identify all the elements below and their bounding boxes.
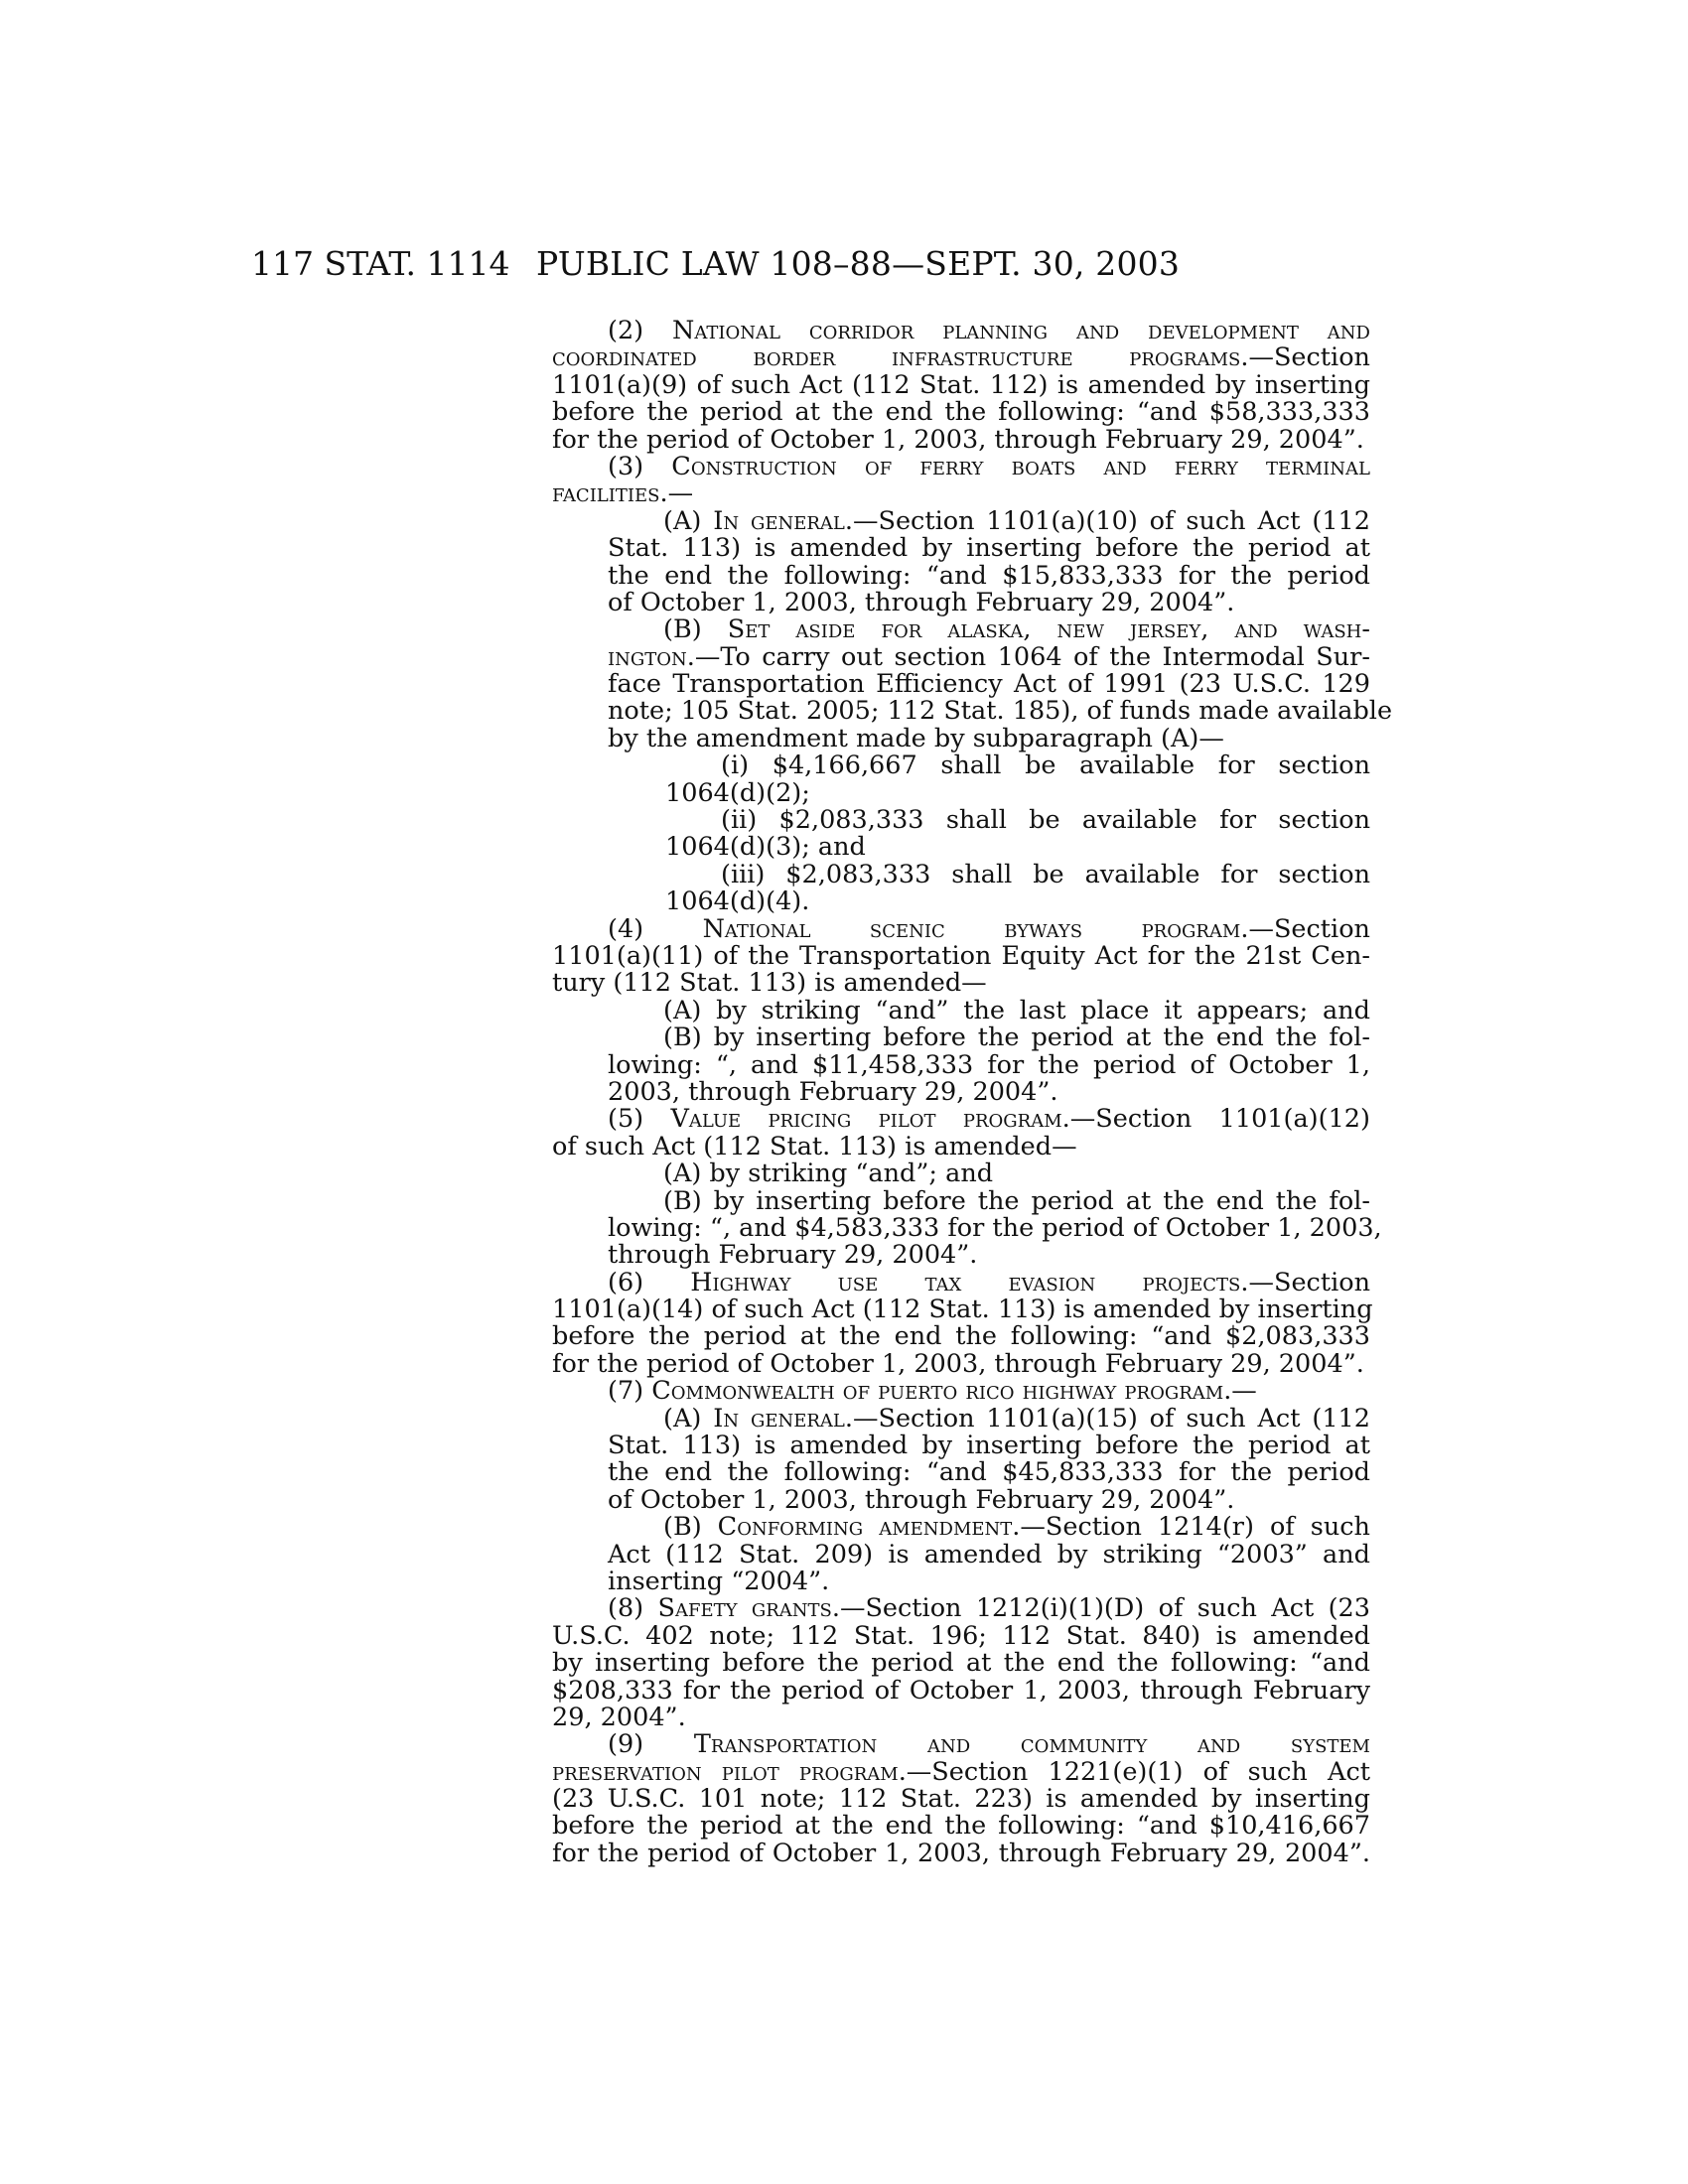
line-text: 2003, through February 29, 2004”. — [608, 1076, 1058, 1107]
line-text: (B) by inserting before the period at the end the fol- — [663, 1185, 1370, 1216]
text-line — [552, 1049, 1370, 1080]
public-law-title: PUBLIC LAW 108–88—SEPT. 30, 2003 — [536, 244, 1181, 283]
line-text: (23 U.S.C. 101 note; 112 Stat. 223) is amended by inserting — [552, 1784, 1370, 1815]
line-text: of October 1, 2003, through February 29, 2004”. — [608, 587, 1235, 617]
line-text: (ii) $2,083,333 shall be available for section — [721, 805, 1370, 836]
text-line — [552, 1731, 1370, 1758]
line-text: 1101(a)(14) of such Act (112 Stat. 113) is amended by inserting — [552, 1295, 1373, 1325]
statute-text-body — [552, 316, 1393, 1868]
line-text-tail: .—Section — [1240, 342, 1370, 373]
line-text: (B) C — [663, 1512, 738, 1543]
line-text: 1064(d)(4). — [665, 887, 810, 917]
line-text: by inserting before the period at the end the following: “and — [552, 1648, 1370, 1679]
text-line — [552, 587, 1370, 617]
line-text: (A) I — [663, 505, 724, 536]
text-line — [552, 1756, 1370, 1787]
line-text: (3) C — [608, 451, 691, 481]
line-text: before the period at the end the following: “and $58,333,333 — [552, 397, 1370, 428]
line-text: (iii) $2,083,333 shall be available for section — [721, 859, 1370, 889]
text-line — [552, 1323, 1370, 1350]
small-caps-heading: onforming amendment — [737, 1512, 1013, 1543]
text-line — [552, 424, 1370, 455]
text-line — [552, 641, 1370, 672]
text-line — [552, 940, 1370, 971]
text-line — [552, 1650, 1370, 1677]
text-line — [552, 1813, 1370, 1840]
line-text: (i) $4,166,667 shall be available for section — [721, 751, 1370, 781]
small-caps-heading: n general — [723, 505, 845, 536]
text-line — [552, 1212, 1382, 1243]
small-caps-heading: et aside for alaska, new jersey, and wash — [745, 614, 1362, 645]
text-line — [552, 696, 1393, 727]
line-text: inserting “2004”. — [608, 1566, 830, 1596]
line-text: 29, 2004”. — [552, 1702, 686, 1732]
text-line — [552, 1484, 1370, 1515]
line-text: (9) T — [608, 1729, 711, 1760]
text-line — [552, 807, 1370, 834]
text-line — [552, 1459, 1370, 1486]
line-text: (2) N — [608, 316, 695, 345]
text-line — [552, 1076, 1370, 1107]
line-text: for the period of October 1, 2003, through February 29, 2004”. — [552, 1348, 1364, 1379]
line-text-tail: .—Section 1212(i)(1)(D) of such Act (23 — [831, 1593, 1370, 1624]
line-text: (B) S — [663, 614, 746, 645]
line-text: face Transportation Efficiency Act of 1991 (23 U.S.C. 129 — [608, 669, 1370, 700]
line-text: 1064(d)(3); and — [665, 832, 866, 863]
line-text: (6) H — [608, 1267, 713, 1297]
text-line — [552, 369, 1370, 400]
line-text: Stat. 113) is amended by inserting before the period at — [608, 1431, 1370, 1461]
line-text-tail: .—Section 1101(a)(15) of such Act (112 — [844, 1403, 1370, 1433]
text-line — [552, 888, 1370, 915]
line-text: before the period at the end the following: “and $10,416,667 — [552, 1811, 1370, 1842]
line-text: (5) V — [608, 1104, 689, 1135]
small-caps-heading: preservation pilot program — [552, 1756, 899, 1787]
line-text: Stat. 113) is amended by inserting before the period at — [608, 533, 1370, 564]
text-line — [552, 616, 1370, 643]
line-text-tail: - — [1361, 614, 1370, 645]
text-line — [552, 399, 1370, 426]
text-line — [552, 1131, 1370, 1161]
line-text: 1064(d)(2); — [665, 777, 810, 808]
text-line — [552, 1378, 1370, 1405]
line-text: (4) N — [608, 913, 725, 944]
line-text: (A) by striking “and” the last place it appears; and — [663, 995, 1370, 1025]
line-text-tail: .—Section 1221(e)(1) of such Act — [898, 1756, 1370, 1787]
text-line — [552, 1838, 1370, 1868]
line-text: U.S.C. 402 note; 112 Stat. 196; 112 Stat. 840) is amended — [552, 1620, 1370, 1651]
small-caps-heading: ational scenic byways program — [724, 913, 1241, 944]
text-line — [552, 777, 1370, 808]
small-caps-heading: afety grants — [674, 1593, 832, 1624]
statute-page-reference: 117 STAT. 1114 — [251, 244, 510, 283]
text-line — [552, 1595, 1370, 1622]
text-line — [552, 1267, 1371, 1297]
text-line — [552, 535, 1370, 562]
small-caps-heading: coordinated border infrastructure programs — [552, 342, 1241, 373]
text-line — [552, 1348, 1370, 1379]
line-text: note; 105 Stat. 2005; 112 Stat. 185), of funds made available — [608, 696, 1393, 727]
text-line — [552, 859, 1370, 889]
line-text: 1101(a)(11) of the Transportation Equity Act for the 21st Cen- — [552, 940, 1370, 971]
line-text: tury (112 Stat. 113) is amended— — [552, 968, 987, 999]
line-text-tail: .— — [659, 478, 694, 509]
text-line — [552, 1514, 1370, 1541]
line-text: by the amendment made by subparagraph (A)— — [608, 723, 1224, 753]
line-text-tail: .—Section 1101(a)(10) of such Act (112 — [844, 505, 1370, 536]
small-caps-heading: alue pricing pilot program — [688, 1104, 1062, 1135]
text-line — [552, 834, 1370, 861]
small-caps-heading: ington — [608, 641, 687, 672]
line-text: (A) I — [663, 1403, 724, 1433]
text-line — [552, 318, 1370, 344]
text-line — [552, 1185, 1370, 1216]
text-line — [552, 505, 1370, 536]
text-line — [552, 1433, 1370, 1459]
text-line — [552, 1566, 1370, 1596]
text-line — [552, 1539, 1370, 1570]
text-line — [552, 451, 1370, 481]
small-caps-heading: n general — [723, 1403, 845, 1433]
line-text: (A) by striking “and”; and — [663, 1159, 994, 1189]
line-text: (7) C — [608, 1376, 671, 1407]
text-line — [552, 344, 1370, 371]
small-caps-heading: ational corridor planning and development and — [694, 316, 1370, 345]
text-line — [552, 970, 1370, 997]
line-text-tail: .—To carry out section 1064 of the Intermodal Sur- — [686, 641, 1370, 672]
text-line — [552, 752, 1370, 779]
line-text-tail: .—Section 1101(a)(12) — [1061, 1104, 1370, 1135]
text-line — [552, 995, 1370, 1025]
line-text: Act (112 Stat. 209) is amended by striking “2003” and — [608, 1539, 1370, 1570]
text-line — [552, 480, 1370, 507]
line-text-tail: .—Section — [1240, 913, 1370, 944]
line-text: (8) S — [608, 1593, 675, 1624]
text-line — [552, 1620, 1370, 1651]
line-text: of such Act (112 Stat. 113) is amended— — [552, 1131, 1077, 1161]
text-line — [552, 1786, 1370, 1813]
small-caps-heading: ommonwealth of puerto rico highway program — [670, 1376, 1224, 1407]
line-text: the end the following: “and $15,833,333 for the period — [608, 560, 1370, 591]
line-text: for the period of October 1, 2003, through February 29, 2004”. — [552, 424, 1364, 455]
line-text: the end the following: “and $45,833,333 for the period — [608, 1457, 1370, 1488]
line-text-tail: .— — [1223, 1376, 1257, 1407]
line-text: for the period of October 1, 2003, through February 29, 2004”. — [552, 1838, 1370, 1868]
text-line — [552, 723, 1370, 753]
line-text-tail: .—Section — [1240, 1267, 1371, 1297]
line-text: lowing: “, and $4,583,333 for the period of October 1, 2003, — [608, 1212, 1382, 1243]
small-caps-heading: ighway use tax evasion projects — [712, 1267, 1241, 1297]
text-line — [552, 1295, 1373, 1325]
small-caps-heading: onstruction of ferry boats and ferry terminal — [690, 451, 1370, 481]
text-line — [552, 1024, 1370, 1051]
text-line — [552, 1675, 1370, 1706]
text-line — [552, 1242, 1370, 1269]
text-line — [552, 560, 1370, 591]
line-text: 1101(a)(9) of such Act (112 Stat. 112) is amended by inserting — [552, 369, 1370, 400]
small-caps-heading: ransportation and community and system — [710, 1729, 1370, 1760]
text-line — [552, 1702, 1370, 1732]
text-line — [552, 913, 1370, 944]
line-text: of October 1, 2003, through February 29, 2004”. — [608, 1484, 1235, 1515]
text-line — [552, 1403, 1370, 1433]
line-text: (B) by inserting before the period at the end the fol- — [663, 1023, 1370, 1053]
line-text: before the period at the end the following: “and $2,083,333 — [552, 1321, 1370, 1352]
line-text-tail: .—Section 1214(r) of such — [1012, 1512, 1370, 1543]
text-line — [552, 1160, 1370, 1187]
small-caps-heading: facilities — [552, 478, 660, 509]
line-text: lowing: “, and $11,458,333 for the period of October 1, — [608, 1049, 1370, 1080]
text-line — [552, 1106, 1370, 1133]
line-text: $208,333 for the period of October 1, 2003, through February — [552, 1675, 1370, 1706]
line-text: through February 29, 2004”. — [608, 1240, 978, 1271]
text-line — [552, 671, 1370, 698]
